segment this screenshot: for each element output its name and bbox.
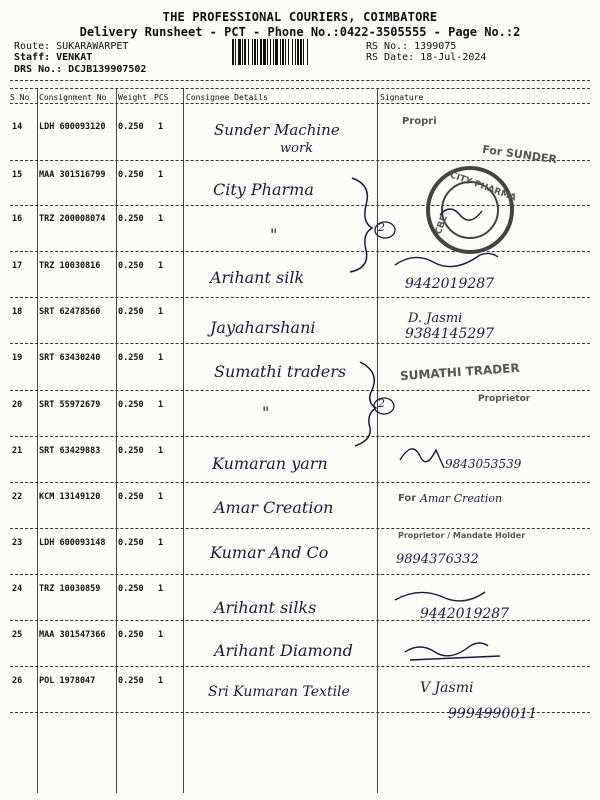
row-weight: 0.250 [118, 538, 144, 548]
row-pcs: 1 [158, 307, 164, 317]
consignee-hw-22: Amar Creation [214, 498, 334, 517]
row-sno: 16 [12, 214, 23, 224]
row-weight: 0.250 [118, 446, 144, 456]
row-consignment-no: MAA 301516799 [39, 170, 106, 180]
rs-date: RS Date: 18-Jul-2024 [366, 52, 487, 63]
pieces-mark-16: 2 [378, 221, 385, 234]
document-subtitle: Delivery Runsheet - PCT - Phone No.:0422-3505555 - Page No.:2 [79, 25, 521, 39]
row-consignment-no: MAA 301547366 [39, 630, 106, 640]
consignee-hw-24: Arihant silks [214, 598, 317, 617]
row-weight: 0.250 [118, 170, 144, 180]
city-pharma-stamp-text: CITY PHARMA [448, 170, 518, 204]
row-weight: 0.250 [118, 353, 144, 363]
amar-creation-sign: Amar Creation [420, 492, 503, 505]
brace-mark [355, 362, 376, 446]
staff-label: Staff: VENKAT [14, 52, 93, 63]
row-weight: 0.250 [118, 214, 144, 224]
consignee-hw-14b: work [280, 141, 314, 156]
document-title: THE PROFESSIONAL COURIERS, COIMBATORE [162, 10, 438, 24]
row-pcs: 1 [158, 446, 164, 456]
row-weight: 0.250 [118, 307, 144, 317]
proprietor-stamp: Propri [402, 116, 437, 127]
row-consignment-no: KCM 13149120 [39, 492, 101, 502]
brace-mark [350, 178, 372, 272]
col-header-pcs: PCS [154, 93, 169, 102]
col-header-weight: Weight [118, 93, 147, 102]
consignee-hw-14: Sunder Machine [214, 121, 340, 139]
consignee-hw-23: Kumar And Co [210, 543, 329, 562]
phone-24: 9442019287 [420, 606, 510, 622]
phone-17: 9442019287 [405, 276, 495, 292]
row-sno: 17 [12, 261, 23, 271]
signature-26: V Jasmi [420, 680, 474, 696]
col-header-consignment: Consignment No [39, 93, 107, 102]
pieces-mark-20: 2 [378, 397, 385, 410]
row-consignment-no: SRT 63429883 [39, 446, 101, 456]
row-weight: 0.250 [118, 492, 144, 502]
signature-scribble [405, 643, 500, 660]
row-sno: 18 [12, 307, 23, 317]
row-sno: 14 [12, 122, 23, 132]
row-consignment-no: LDH 600093148 [39, 538, 106, 548]
sunder-stamp: For SUNDER [481, 142, 558, 167]
row-sno: 26 [12, 676, 23, 686]
drs-number: DRS No.: DCJB139907502 [14, 64, 147, 75]
row-sno: 25 [12, 630, 23, 640]
row-pcs: 1 [158, 584, 164, 594]
sumathi-stamp: SUMATHI TRADER [399, 360, 521, 384]
proprietor-auth-stamp: Proprietor / Mandate Holder [398, 531, 526, 540]
row-sno: 15 [12, 170, 23, 180]
row-sno: 24 [12, 584, 23, 594]
col-header-signature: Signature [380, 93, 424, 102]
consignee-hw-25: Arihant Diamond [214, 641, 353, 660]
row-sno: 21 [12, 446, 23, 456]
proprietor-stamp: Proprietor [478, 394, 531, 404]
cbe-stamp-text: CBE [433, 214, 450, 236]
signature-scribble [395, 592, 485, 601]
row-consignment-no: SRT 63430240 [39, 353, 101, 363]
row-pcs: 1 [158, 676, 164, 686]
row-pcs: 1 [158, 170, 164, 180]
row-consignment-no: TRZ 200008074 [39, 214, 106, 224]
consignee-hw-21: Kumaran yarn [212, 454, 328, 473]
route-label: Route: SUKARAWARPET [14, 41, 129, 52]
consignee-hw-15: City Pharma [213, 180, 314, 199]
row-consignment-no: LDH 600093120 [39, 122, 106, 132]
phone-21: 9843053539 [445, 457, 522, 471]
row-sno: 23 [12, 538, 23, 548]
phone-23: 9894376332 [396, 552, 479, 567]
phone-18: 9384145297 [405, 326, 495, 342]
row-sno: 22 [12, 492, 23, 502]
row-pcs: 1 [158, 538, 164, 548]
row-consignment-no: TRZ 10030816 [39, 261, 101, 271]
col-header-sno: S No [10, 93, 30, 102]
row-weight: 0.250 [118, 584, 144, 594]
row-sno: 20 [12, 400, 23, 410]
rs-number: RS No.: 1399075 [366, 41, 457, 52]
consignee-hw-17: Arihant silk [210, 268, 305, 287]
row-consignment-no: POL 1978047 [39, 676, 96, 686]
row-weight: 0.250 [118, 676, 144, 686]
signature-18: D. Jasmi [408, 311, 463, 326]
row-consignment-no: SRT 62478560 [39, 307, 101, 317]
consignee-hw-20: " [262, 403, 270, 422]
phone-26: 9994990011 [448, 706, 538, 722]
col-header-consignee: Consignee Details [186, 93, 268, 102]
signature-scribble [395, 253, 498, 266]
row-pcs: 1 [158, 261, 164, 271]
row-weight: 0.250 [118, 122, 144, 132]
row-pcs: 1 [158, 400, 164, 410]
consignee-hw-26: Sri Kumaran Textile [208, 684, 350, 700]
row-pcs: 1 [158, 630, 164, 640]
signature-scribble [400, 449, 444, 468]
row-consignment-no: SRT 55972679 [39, 400, 101, 410]
row-weight: 0.250 [118, 261, 144, 271]
row-weight: 0.250 [118, 400, 144, 410]
row-consignment-no: TRZ 10030859 [39, 584, 101, 594]
row-weight: 0.250 [118, 630, 144, 640]
row-pcs: 1 [158, 122, 164, 132]
consignee-hw-19: Sumathi traders [214, 362, 347, 381]
row-sno: 19 [12, 353, 23, 363]
row-pcs: 1 [158, 353, 164, 363]
row-pcs: 1 [158, 492, 164, 502]
consignee-hw-16: " [270, 225, 278, 244]
for-label: For [398, 493, 417, 504]
row-pcs: 1 [158, 214, 164, 224]
consignee-hw-18: Jayaharshani [210, 318, 316, 337]
